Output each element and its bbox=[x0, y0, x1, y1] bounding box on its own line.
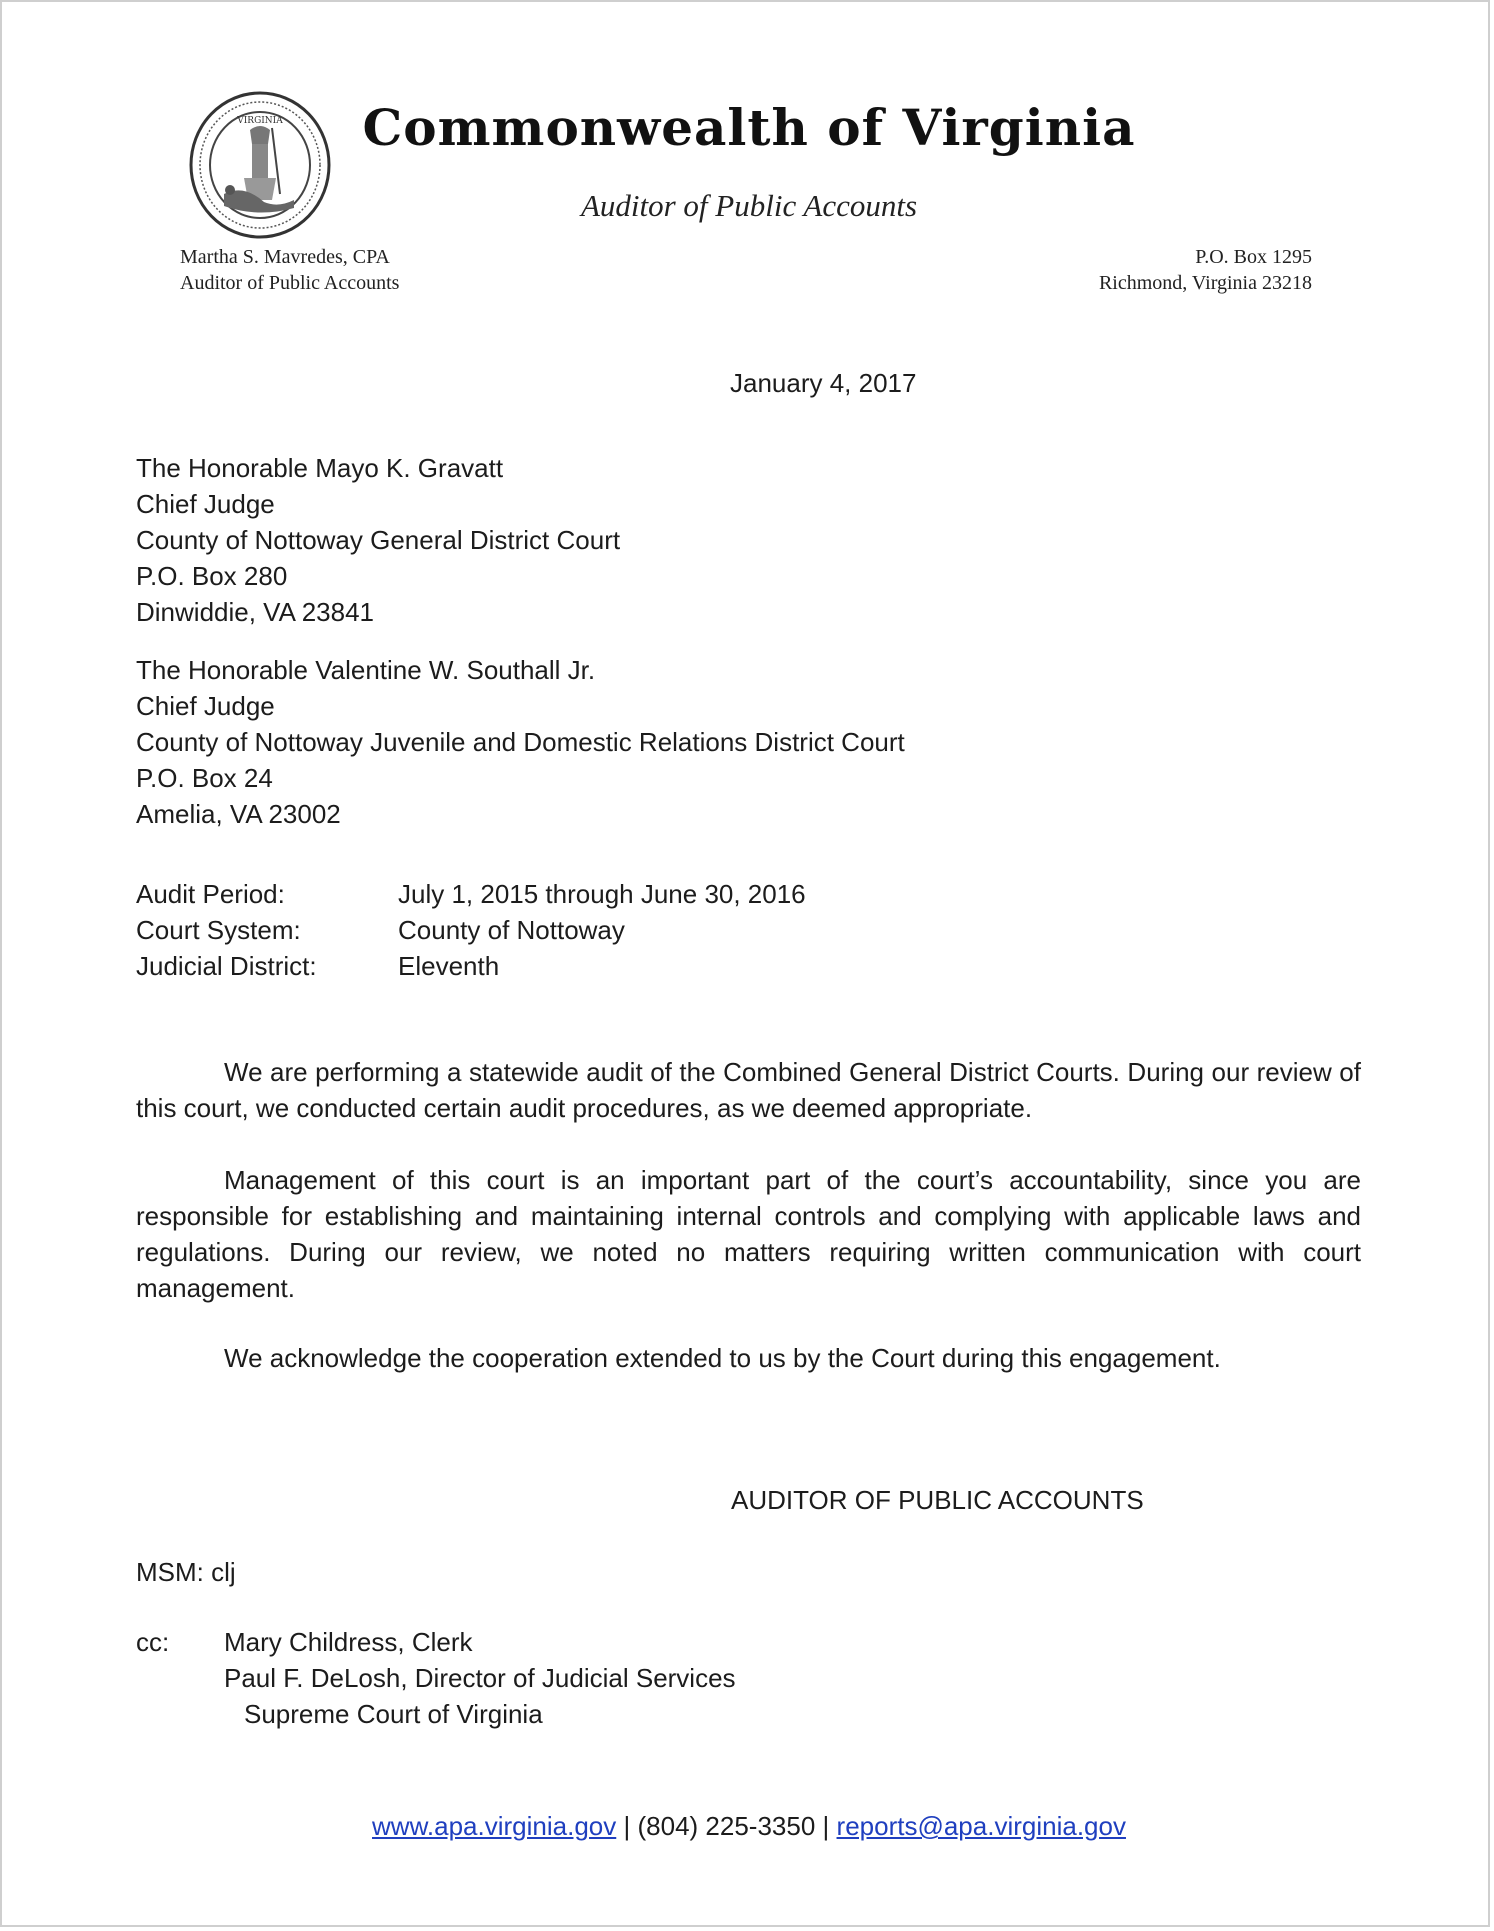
meta-row-audit-period bbox=[136, 876, 806, 912]
paragraph-1: We are performing a statewide audit of the Combined General District Courts. During our review of this court, we conducted certain audit procedures, as we deemed appropriate. bbox=[136, 1057, 1361, 1123]
office-po-box: P.O. Box 1295 bbox=[1195, 246, 1312, 268]
office-city: Richmond, Virginia 23218 bbox=[1098, 272, 1312, 294]
auditor-title: Auditor of Public Accounts bbox=[180, 272, 400, 294]
meta-value: July 1, 2015 through June 30, 2016 bbox=[398, 879, 806, 909]
auditor-name-block bbox=[180, 244, 399, 296]
website-link[interactable]: www.apa.virginia.gov bbox=[372, 1811, 617, 1841]
audit-meta bbox=[136, 876, 806, 984]
footer bbox=[2, 1808, 1494, 1844]
cc-label: cc: bbox=[136, 1627, 170, 1657]
addressee-line: The Honorable Mayo K. Gravatt bbox=[136, 453, 504, 483]
addressee-line: County of Nottoway Juvenile and Domestic Relations District Court bbox=[136, 727, 905, 757]
addressee-block-2 bbox=[136, 652, 905, 832]
addressee-line: Chief Judge bbox=[136, 691, 275, 721]
letterhead-subtitle: Auditor of Public Accounts bbox=[580, 188, 918, 223]
addressee-line: Chief Judge bbox=[136, 489, 275, 519]
footer-phone: (804) 225-3350 bbox=[637, 1811, 816, 1841]
svg-text:VIRGINIA: VIRGINIA bbox=[237, 116, 283, 126]
addressee-line: Dinwiddie, VA 23841 bbox=[136, 597, 375, 627]
letterhead-title: Commonwealth of Virginia bbox=[362, 98, 1136, 157]
meta-label: Audit Period: bbox=[136, 879, 285, 909]
auditor-name: Martha S. Mavredes, CPA bbox=[180, 246, 390, 268]
initials: MSM: clj bbox=[136, 1557, 236, 1587]
paragraph-2: Management of this court is an important part of the court’s accountability, since you are responsible for establishing and maintaining internal controls and complying with applicable laws and regulations. During our review, we noted no matters requiring written communication with court management. bbox=[136, 1165, 1361, 1303]
footer-separator: | bbox=[623, 1811, 631, 1841]
meta-value: County of Nottoway bbox=[398, 915, 625, 945]
addressee-line: Amelia, VA 23002 bbox=[136, 799, 341, 829]
signature: AUDITOR OF PUBLIC ACCOUNTS bbox=[731, 1485, 1144, 1515]
letter-date: January 4, 2017 bbox=[730, 368, 917, 398]
addressee-line: P.O. Box 280 bbox=[136, 561, 288, 591]
footer-separator: | bbox=[822, 1811, 830, 1841]
cc-recipient-sub: Supreme Court of Virginia bbox=[244, 1699, 543, 1729]
cc-recipient: Mary Childress, Clerk bbox=[224, 1627, 473, 1657]
addressee-block-1 bbox=[136, 450, 620, 630]
addressee-line: The Honorable Valentine W. Southall Jr. bbox=[136, 655, 596, 685]
cc-recipient: Paul F. DeLosh, Director of Judicial Services bbox=[224, 1663, 736, 1693]
meta-label: Court System: bbox=[136, 915, 301, 945]
email-link[interactable]: reports@apa.virginia.gov bbox=[836, 1811, 1126, 1841]
office-address-block bbox=[1099, 244, 1312, 296]
addressee-line: County of Nottoway General District Court bbox=[136, 525, 621, 555]
meta-row-court-system bbox=[136, 912, 806, 948]
meta-label: Judicial District: bbox=[136, 951, 317, 981]
paragraph-3: We acknowledge the cooperation extended to us by the Court during this engagement. bbox=[224, 1343, 1221, 1373]
addressee-line: P.O. Box 24 bbox=[136, 763, 273, 793]
meta-row-judicial-district bbox=[136, 948, 806, 984]
meta-value: Eleventh bbox=[398, 951, 500, 981]
cc-block bbox=[136, 1624, 736, 1732]
